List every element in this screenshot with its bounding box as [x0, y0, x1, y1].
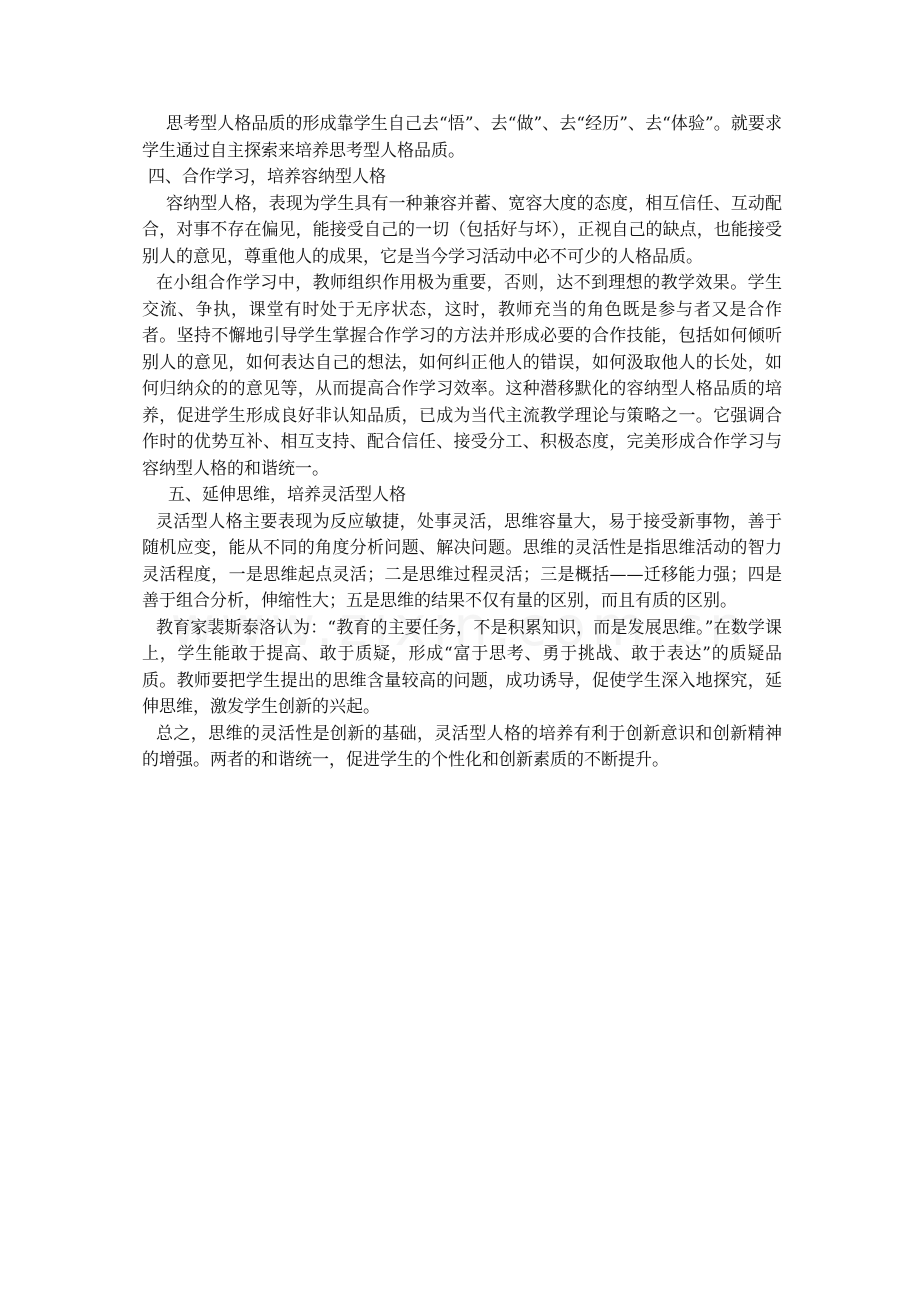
paragraph-flexible-personality-definition: 灵活型人格主要表现为反应敏捷，处事灵活，思维容量大，易于接受新事物，善于随机应变，能从不同的角度分析问题、解决问题。思维的灵活性是指思维活动的智力灵活程度，一是思维起点灵活；二是思维过程灵活；三是概括——迁移能力强；四是善于组合分析，伸缩性大；五是思维的结果不仅有量的区别，而且有质的区别。: [142, 511, 782, 611]
section-heading-extend-thinking: 五、延伸思维，培养灵活型人格: [168, 485, 406, 505]
paragraph-pestalozzi-quote: 教育家裴斯泰洛认为：“教育的主要任务，不是积累知识，而是发展思维。”在数学课上，学生能敢于提高、敢于质疑，形成“富于思考、勇于挑战、敢于表达”的质疑品质。教师要把学生提出的思维含量较高的问题，成功诱导，促使学生深入地探究，延伸思维，激发学生创新的兴起。: [142, 617, 782, 717]
paragraph-thinking-personality-conclusion: 思考型人格品质的形成靠学生自己去“悟”、去“做”、去“经历”、去“体验”。就要求学生通过自主探索来培养思考型人格品质。: [142, 114, 782, 161]
paragraph-summary: 总之，思维的灵活性是创新的基础，灵活型人格的培养有利于创新意识和创新精神的增强。两者的和谐统一，促进学生的个性化和创新素质的不断提升。: [142, 723, 782, 770]
section-heading-cooperative-learning: 四、合作学习，培养容纳型人格: [148, 167, 386, 187]
paragraph-group-cooperation: 在小组合作学习中，教师组织作用极为重要，否则，达不到理想的教学效果。学生交流、争执，课堂有时处于无序状态，这时，教师充当的角色既是参与者又是合作者。坚持不懈地引导学生掌握合作学习的方法并形成必要的合作技能，包括如何倾听别人的意见，如何表达自己的想法，如何纠正他人的错误，如何汲取他人的长处，如何归纳众的的意见等，从而提高合作学习效率。这种潜移默化的容纳型人格品质的培养，促进学生形成良好非认知品质，已成为当代主流教学理论与策略之一。它强调合作时的优势互补、相互支持、配合信任、接受分工、积极态度，完美形成合作学习与容纳型人格的和谐统一。: [142, 273, 782, 479]
document-page: [142, 111, 782, 774]
paragraph-tolerant-personality-definition: 容纳型人格，表现为学生具有一种兼容并蓄、宽容大度的态度，相互信任、互动配合，对事不存在偏见，能接受自己的一切（包括好与坏），正视自己的缺点，也能接受别人的意见，尊重他人的成果，它是当今学习活动中必不可少的人格品质。: [142, 193, 782, 267]
